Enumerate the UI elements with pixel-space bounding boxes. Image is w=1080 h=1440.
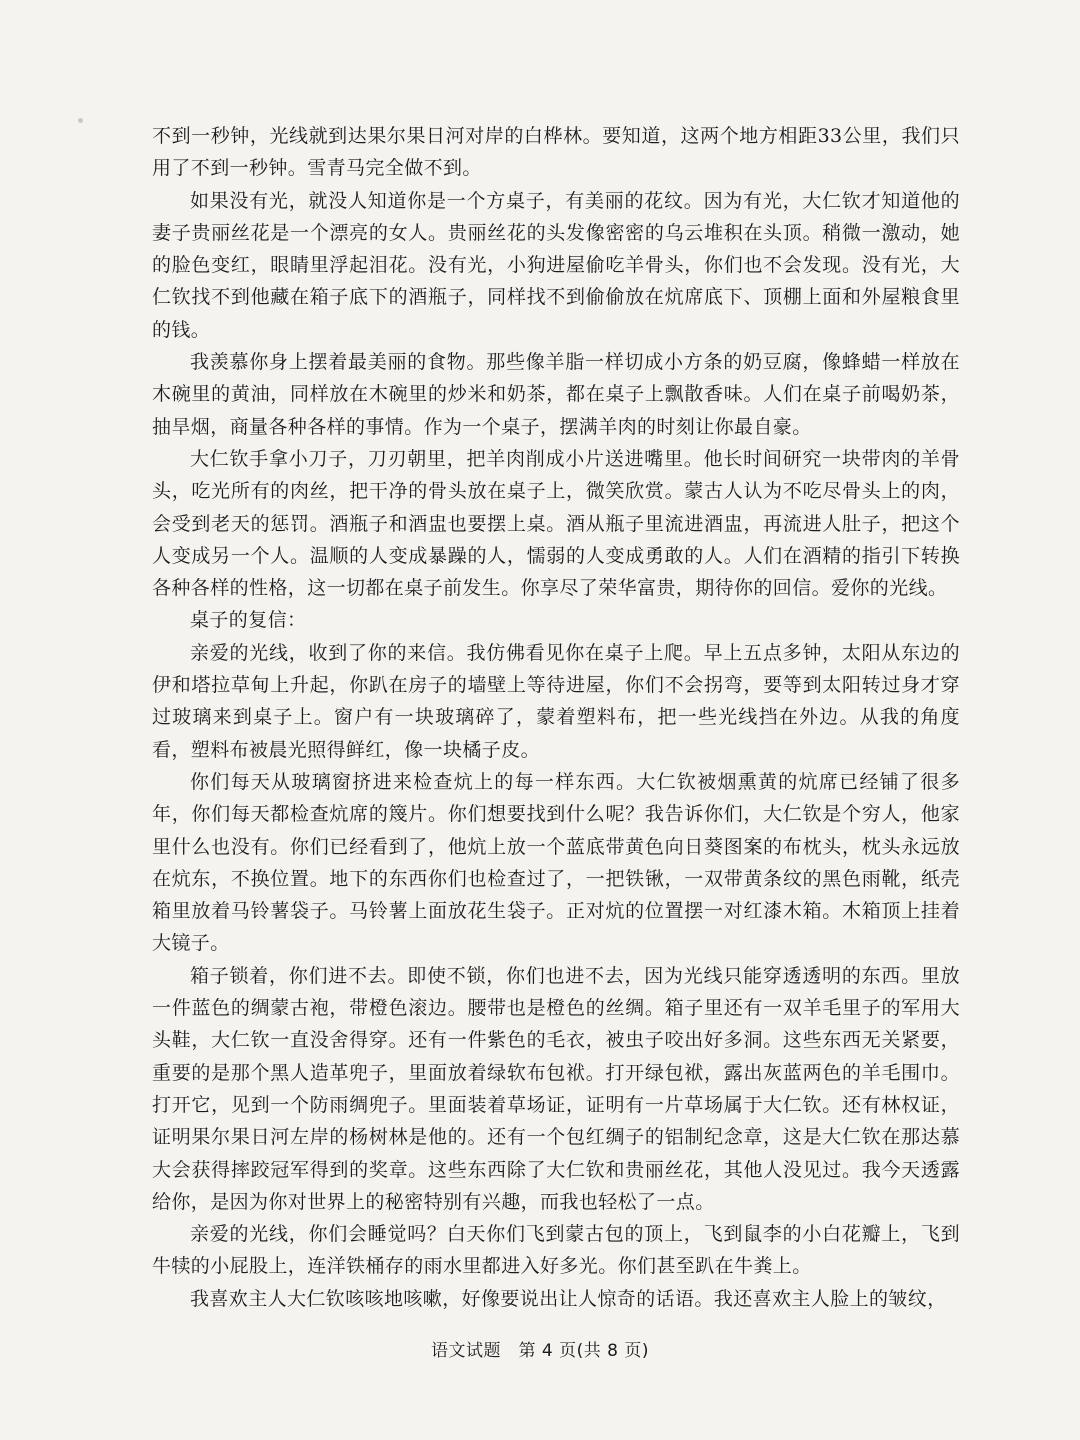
paragraph-5-heading: 桌子的复信： [190,609,307,632]
paragraph-9: 亲爱的光线，你们会睡觉吗？白天你们飞到蒙古包的顶上，飞到鼠李的小白花瓣上，飞到牛犊的小屁股上，连洋铁桶存的雨水里都进入好多光。你们甚至趴在牛粪上。 [152,1223,960,1278]
article-body [152,120,960,1315]
paragraph-8: 箱子锁着，你们进不去。即使不锁，你们也进不去，因为光线只能穿透透明的东西。里放一件蓝色的绸蒙古袍，带橙色滚边。腰带也是橙色的丝绸。箱子里还有一双羊毛里子的军用大头鞋，大仁钦一直没舍得穿。还有一件紫色的毛衣，被虫子咬出好多洞。这些东西无关紧要，重要的是那个黑人造革兜子，里面放着绿软布包袱。打开绿包袱，露出灰蓝两色的羊毛围巾。打开它，见到一个防雨绸兜子。里面装着草场证，证明有一片草场属于大仁钦。还有林权证，证明果尔果日河左岸的杨树林是他的。还有一个包红绸子的铝制纪念章，这是大仁钦在那达慕大会获得摔跤冠军得到的奖章。这些东西除了大仁钦和贵丽丝花，其他人没见过。我今天透露给你，是因为你对世界上的秘密特别有兴趣，而我也轻松了一点。 [152,964,960,1213]
paragraph-7: 你们每天从玻璃窗挤进来检查炕上的每一样东西。大仁钦被烟熏黄的炕席已经铺了很多年，你们每天都检查炕席的篾片。你们想要找到什么呢？我告诉你们，大仁钦是个穷人，他家里什么也没有。你们已经看到了，他炕上放一个蓝底带黄色向日葵图案的布枕头，枕头永远放在炕东，不换位置。地下的东西你们也检查过了，一把铁锹，一双带黄条纹的黑色雨靴，纸壳箱里放着马铃薯袋子。马铃薯上面放花生袋子。正对炕的位置摆一对红漆木箱。木箱顶上挂着大镜子。 [152,770,960,955]
paragraph-1: 不到一秒钟，光线就到达果尔果日河对岸的白桦林。要知道，这两个地方相距33公里，我们只用了不到一秒钟。雪青马完全做不到。 [152,125,960,180]
scan-dot [78,118,83,123]
paragraph-10: 我喜欢主人大仁钦咳咳地咳嗽，好像要说出让人惊奇的话语。我还喜欢主人脸上的皱纹， [190,1287,947,1310]
page-footer: 语文试题 第 4 页(共 8 页) [430,1341,649,1361]
paragraph-4: 大仁钦手拿小刀子，刀刃朝里，把羊肉削成小片送进嘴里。他长时间研究一块带肉的羊骨头，吃光所有的肉丝，把干净的骨头放在桌子上，微笑欣赏。蒙古人认为不吃尽骨头上的肉，会受到老天的惩罚。酒瓶子和酒盅也要摆上桌。酒从瓶子里流进酒盅，再流进人肚子，把这个人变成另一个人。温顺的人变成暴躁的人，懦弱的人变成勇敢的人。人们在酒精的指引下转换各种各样的性格，这一切都在桌子前发生。你享尽了荣华富贵，期待你的回信。爱你的光线。 [152,447,960,600]
paragraph-2: 如果没有光，就没人知道你是一个方桌子，有美丽的花纹。因为有光，大仁钦才知道他的妻子贵丽丝花是一个漂亮的女人。贵丽丝花的头发像密密的乌云堆积在头顶。稍微一激动，她的脸色变红，眼睛里浮起泪花。没有光，小狗进屋偷吃羊骨头，你们也不会发现。没有光，大仁钦找不到他藏在箱子底下的酒瓶子，同样找不到偷偷放在炕席底下、顶棚上面和外屋粮食里的钱。 [152,189,960,341]
paragraph-3: 我羡慕你身上摆着最美丽的食物。那些像羊脂一样切成小方条的奶豆腐，像蜂蜡一样放在木碗里的黄油，同样放在木碗里的炒米和奶茶，都在桌子上飘散香味。人们在桌子前喝奶茶，抽旱烟，商量各种各样的事情。作为一个桌子，摆满羊肉的时刻让你最自豪。 [152,351,960,438]
paragraph-6: 亲爱的光线，收到了你的来信。我仿佛看见你在桌子上爬。早上五点多钟，太阳从东边的伊和塔拉草甸上升起，你趴在房子的墙壁上等待进屋，你们不会拐弯，要等到太阳转过身才穿过玻璃来到桌子上。窗户有一块玻璃碎了，蒙着塑料布，把一些光线挡在外边。从我的角度看，塑料布被晨光照得鲜红，像一块橘子皮。 [152,641,960,761]
